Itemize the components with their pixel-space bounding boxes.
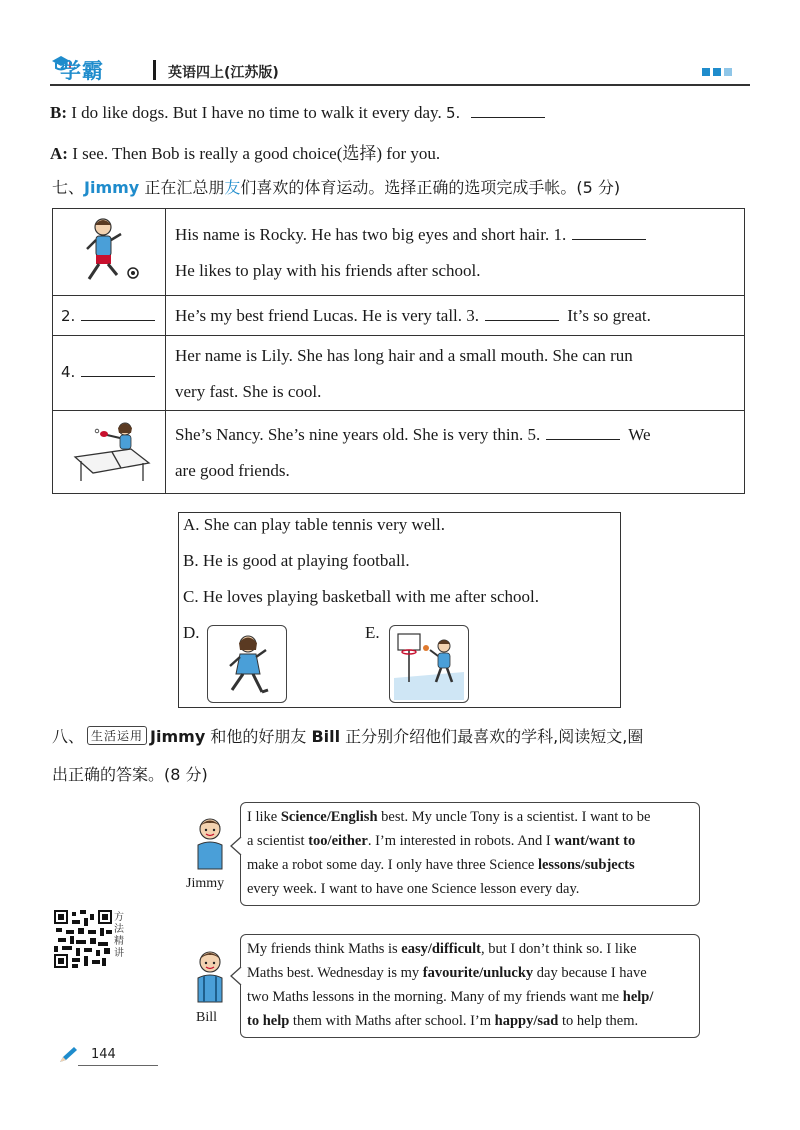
life-application-tag: 生活运用 bbox=[87, 726, 147, 745]
options-box bbox=[178, 512, 621, 708]
page-header bbox=[50, 52, 750, 86]
answer-blank-2[interactable] bbox=[81, 307, 155, 321]
brand-logo: 学霸 bbox=[60, 59, 104, 83]
logo-divider bbox=[153, 60, 156, 80]
row3-line2: very fast. She is cool. bbox=[175, 382, 322, 401]
pencil-icon bbox=[58, 1045, 80, 1065]
option-b: B. He is good at playing football. bbox=[183, 551, 410, 570]
row4-line1: She’s Nancy. She’s nine years old. She is very thin. 5. bbox=[175, 425, 541, 444]
dialogue-a-text: I see. Then Bob is really a good choice(选择) for you. bbox=[72, 144, 441, 163]
answer-blank-1[interactable] bbox=[572, 226, 646, 240]
row1-line2: He likes to play with his friends after school. bbox=[175, 261, 481, 280]
jimmy-name: Jimmy bbox=[186, 876, 225, 891]
choice-happy-sad[interactable]: happy/sad bbox=[494, 1013, 559, 1029]
row3-line1: Her name is Lily. She has long hair and a small mouth. She can run bbox=[175, 346, 633, 365]
choice-too-either[interactable]: too/either bbox=[308, 833, 368, 849]
journal-table bbox=[52, 208, 745, 494]
dialogue-b-text: I do like dogs. But I have no time to walk it every day. bbox=[71, 103, 442, 122]
choice-science-english[interactable]: Science/English bbox=[280, 809, 378, 825]
answer-blank-5b[interactable] bbox=[546, 426, 620, 440]
row2-line1: He’s my best friend Lucas. He is very tall. 3. bbox=[175, 306, 480, 325]
option-c: C. He loves playing basketball with me after school. bbox=[183, 587, 539, 606]
footer-rule bbox=[78, 1065, 158, 1066]
boy-running-football-icon bbox=[65, 213, 155, 293]
row2-line1-end: It’s so great. bbox=[567, 306, 651, 325]
dialogue-line-b: B: I do like dogs. But I have no time to walk it every day. 5. bbox=[50, 103, 545, 123]
table-row bbox=[53, 209, 744, 296]
girl-table-tennis-icon bbox=[67, 419, 157, 489]
answer-blank-3[interactable] bbox=[485, 307, 559, 321]
option-a: A. She can play table tennis very well. bbox=[183, 515, 446, 534]
section7-title: 七、Jimmy 正在汇总朋友们喜欢的体育运动。选择正确的选项完成手帐。(5 分) bbox=[52, 178, 621, 197]
header-rule bbox=[50, 84, 750, 86]
choice-help-tohelp-cont[interactable]: to help bbox=[247, 1013, 290, 1029]
option-d-label: D. bbox=[183, 623, 200, 642]
section8-title: 八、 生活运用 Jimmy 和他的好朋友 Bill 正分别介绍他们最喜欢的学科,阅读短文,圈 bbox=[52, 727, 644, 746]
qr-code-icon bbox=[54, 910, 112, 968]
table-row: 4. Her name is Lily. She has long hair and a small mouth. She can run very fast. She is cool. bbox=[53, 336, 744, 411]
qr-label: 方法精讲 bbox=[114, 912, 124, 959]
option-e-picture bbox=[389, 625, 469, 703]
girl-running-icon bbox=[208, 626, 286, 702]
answer-blank-4[interactable] bbox=[81, 363, 155, 377]
dialogue-line-a: A: I see. Then Bob is really a good choice(选择) for you. bbox=[50, 144, 441, 163]
jimmy-speech-bubble: I like Science/English best. My uncle Tony is a scientist. I want to be a scientist too/either. I’m interested in robots. And I want/want to make a robot some day. I only have three Science lessons/subjects every week. I want to have one Science lesson every day. bbox=[240, 802, 700, 906]
choice-want-wantto[interactable]: want/want to bbox=[554, 833, 636, 849]
choice-easy-difficult[interactable]: easy/difficult bbox=[401, 941, 482, 957]
bill-name: Bill bbox=[196, 1010, 218, 1025]
row4-line2: are good friends. bbox=[175, 461, 290, 480]
section8-title-line2: 出正确的答案。(8 分) bbox=[52, 765, 208, 784]
row1-line1: His name is Rocky. He has two big eyes and short hair. 1. bbox=[175, 225, 567, 244]
jimmy-bubble-tail bbox=[230, 836, 242, 856]
option-e-label: E. bbox=[365, 623, 380, 642]
bill-bubble-tail bbox=[230, 966, 242, 986]
table-row: She’s Nancy. She’s nine years old. She is very thin. 5. We are good friends. bbox=[53, 411, 744, 493]
choice-help-tohelp[interactable]: help/ bbox=[622, 989, 654, 1005]
choice-lessons-subjects[interactable]: lessons/subjects bbox=[537, 857, 635, 873]
table-row: 2. He’s my best friend Lucas. He is very tall. 3. It’s so great. bbox=[53, 296, 744, 336]
header-squares bbox=[702, 68, 732, 78]
book-title: 英语四上(江苏版) bbox=[168, 65, 279, 81]
bill-speech-bubble: My friends think Maths is easy/difficult, but I don’t think so. I like Maths best. Wednesday is my favourite/unlucky day because I have two Maths lessons in the morning. Many of my friends want me help/ to help them with Maths after school. I’m happy/sad to help them. bbox=[240, 934, 700, 1038]
choice-favourite-unlucky[interactable]: favourite/unlucky bbox=[422, 965, 534, 981]
page-number: 144 bbox=[91, 1047, 116, 1062]
basketball-court-icon bbox=[390, 626, 468, 702]
page-footer bbox=[58, 1043, 158, 1069]
jimmy-avatar-icon bbox=[190, 815, 230, 877]
option-d-picture bbox=[207, 625, 287, 703]
answer-blank-5[interactable] bbox=[471, 104, 545, 118]
bill-avatar-icon bbox=[190, 948, 230, 1010]
